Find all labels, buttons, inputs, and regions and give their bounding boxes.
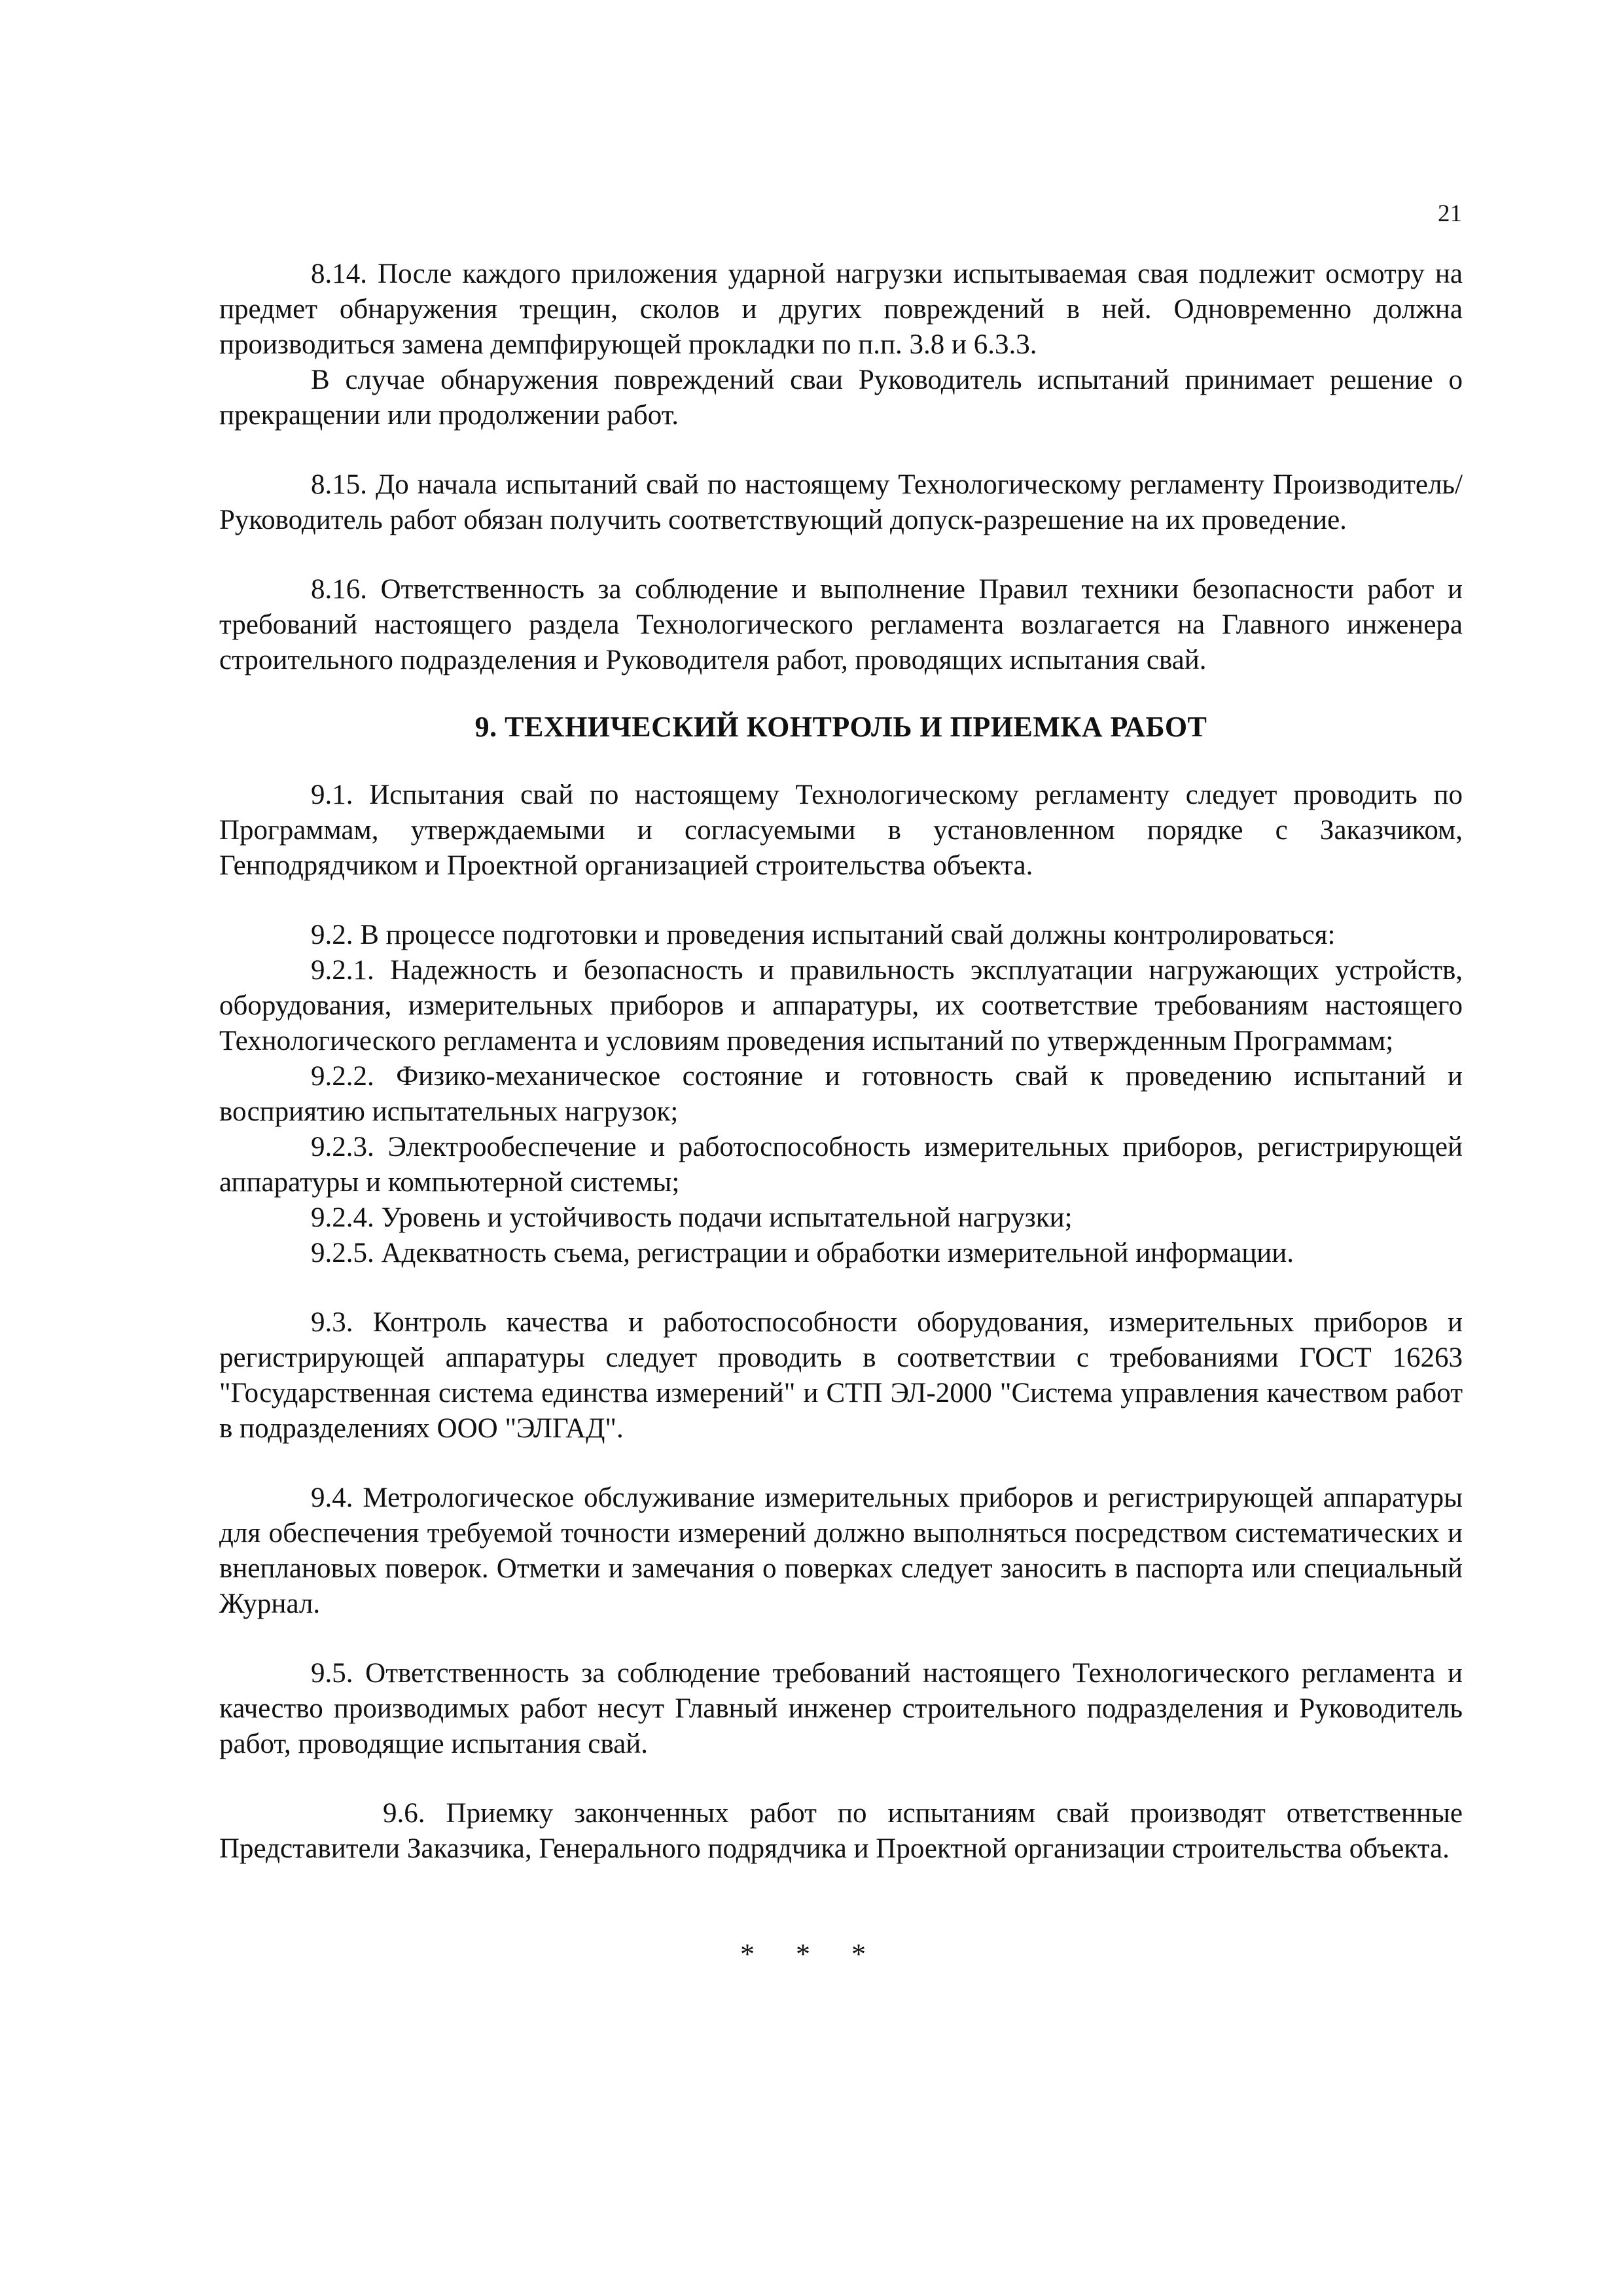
page-number: 21 — [1438, 200, 1462, 227]
paragraph-9-2-1: 9.2.1. Надежность и безопасность и правильность эксплуатации нагружающих устройств, оборудования, измерительных приборов и аппаратуры, их соответствие требованиям настоящего Технологического регламента и условиям проведения испытаний по утвержденным Программам; — [219, 955, 1463, 1056]
paragraph-9-2-5: 9.2.5. Адекватность съема, регистрации и обработки измерительной информации. — [311, 1238, 1294, 1268]
paragraph-9-2-4: 9.2.4. Уровень и устойчивость подачи испытательной нагрузки; — [311, 1202, 1073, 1233]
end-mark: * * * — [740, 1938, 883, 1970]
paragraph-9-3: 9.3. Контроль качества и работоспособности оборудования, измерительных приборов и регистрирующей аппаратуры следует проводить в соответствии с требованиями ГОСТ 16263 "Государственная система единства измерений" и СТП ЭЛ-2000 "Система управления качеством работ в подразделениях ООО "ЭЛГАД". — [219, 1307, 1463, 1444]
paragraph-8-15: 8.15. До начала испытаний свай по настоящему Технологическому регламенту Производитель/Руководитель работ обязан получить соответствующий допуск-разрешение на их проведение. — [219, 469, 1463, 535]
paragraph-9-6: 9.6. Приемку законченных работ по испытаниям свай производят ответственные Представители Заказчика, Генерального подрядчика и Проектной организации строительства объекта. — [219, 1798, 1463, 1864]
document-body — [219, 257, 1463, 1867]
paragraph-9-5: 9.5. Ответственность за соблюдение требований настоящего Технологического регламента и качество производимых работ несут Главный инженер строительного подразделения и Руководитель работ, проводящие испытания свай. — [219, 1658, 1463, 1759]
paragraph-8-14: 8.14. После каждого приложения ударной нагрузки испытываемая свая подлежит осмотру на предмет обнаружения трещин, сколов и других повреждений в ней. Одновременно должна производиться замена демпфирующей прокладки по п.п. 3.8 и 6.3.3. — [219, 259, 1463, 360]
paragraph-9-2-3: 9.2.3. Электрообеспечение и работоспособность измерительных приборов, регистрирующей аппаратуры и компьютерной системы; — [219, 1132, 1463, 1198]
section-9-heading: 9. ТЕХНИЧЕСКИЙ КОНТРОЛЬ И ПРИЕМКА РАБОТ — [474, 711, 1207, 743]
paragraph-9-1: 9.1. Испытания свай по настоящему Технологическому регламенту следует проводить по Программам, утверждаемыми и согласуемыми в установленном порядке с Заказчиком, Генподрядчиком и Проектной организацией строительства объекта. — [219, 780, 1463, 881]
paragraph-9-4: 9.4. Метрологическое обслуживание измерительных приборов и регистрирующей аппаратуры для обеспечения требуемой точности измерений должно выполняться посредством систематических и внеплановых поверок. Отметки и замечания о поверках следует заносить в паспорта или специальный Журнал. — [219, 1482, 1463, 1619]
paragraph-9-2: 9.2. В процессе подготовки и проведения испытаний свай должны контролироваться: — [311, 920, 1336, 950]
paragraph-8-14-continuation: В случае обнаружения повреждений сваи Руководитель испытаний принимает решение о прекращении или продолжении работ. — [219, 365, 1463, 431]
paragraph-8-16: 8.16. Ответственность за соблюдение и выполнение Правил техники безопасности работ и требований настоящего раздела Технологического регламента возлагается на Главного инженера строительного подразделения и Руководителя работ, проводящих испытания свай. — [219, 574, 1463, 675]
paragraph-9-2-2: 9.2.2. Физико-механическое состояние и готовность свай к проведению испытаний и восприятию испытательных нагрузок; — [219, 1061, 1463, 1127]
